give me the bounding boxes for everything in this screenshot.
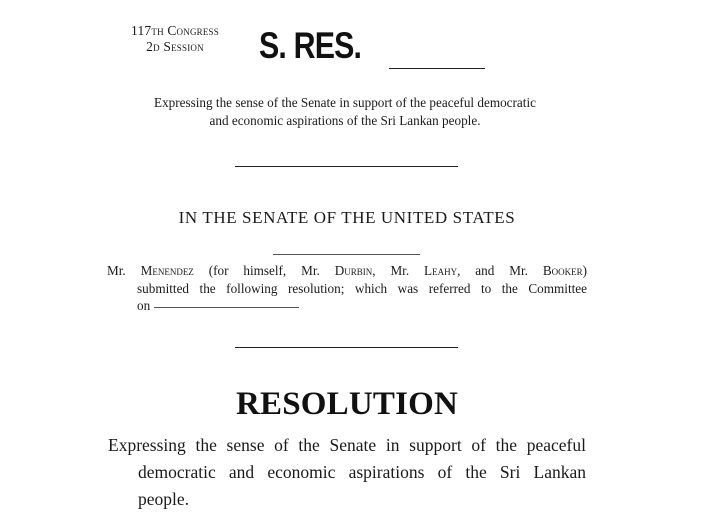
divider-rule-short bbox=[273, 254, 420, 255]
caption-line-2: and economic aspirations of the Sri Lankan people. bbox=[209, 113, 481, 128]
sponsor-text-1: Mr. Menendez (for himself, Mr. Durbin, Mr. Leahy, and Mr. Booker) bbox=[107, 263, 588, 278]
session-number: 2d Session bbox=[146, 39, 204, 54]
chamber-heading: IN THE SENATE OF THE UNITED STATES bbox=[178, 208, 516, 227]
caption-title bbox=[110, 94, 580, 130]
measure-designation: S. RES. bbox=[259, 25, 362, 66]
sponsor-line-3 bbox=[137, 297, 299, 315]
divider-rule-top bbox=[235, 166, 458, 167]
purpose-line-3: people. bbox=[138, 489, 190, 509]
committee-blank bbox=[154, 307, 299, 308]
document-type-title: RESOLUTION bbox=[235, 386, 459, 422]
purpose-line-1: Expressing the sense of the Senate in support of the peaceful bbox=[108, 435, 586, 455]
measure-number-blank bbox=[389, 68, 485, 69]
purpose-line-2: democratic and economic aspirations of the Sri Lankan bbox=[138, 462, 586, 482]
sponsor-text-3: on bbox=[137, 298, 151, 313]
sponsor-line-2: submitted the following resolution; which was referred to the Committee bbox=[137, 281, 587, 296]
congress-number: 117th Congress bbox=[131, 23, 219, 38]
divider-rule-bottom bbox=[235, 347, 458, 348]
sponsor-line-1 bbox=[107, 262, 587, 280]
caption-line-1: Expressing the sense of the Senate in support of the peaceful democratic bbox=[154, 95, 536, 110]
congress-session-block bbox=[108, 23, 242, 55]
purpose-statement bbox=[108, 432, 586, 513]
